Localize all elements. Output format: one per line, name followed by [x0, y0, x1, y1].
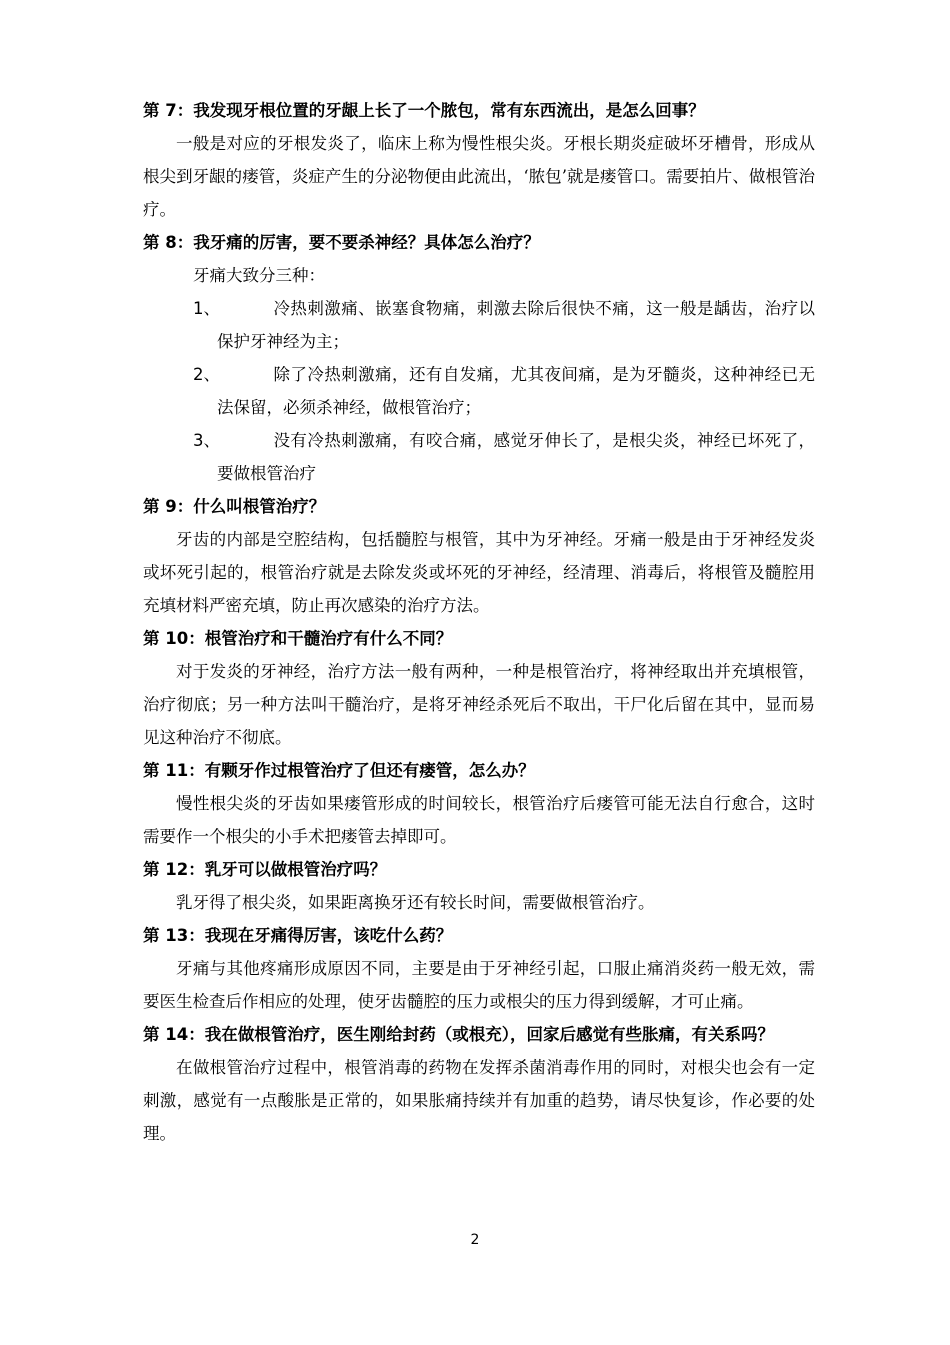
question-7: 第 7：我发现牙根位置的牙龈上长了一个脓包，常有东西流出，是怎么回事？ — [143, 101, 705, 120]
list-item — [193, 292, 815, 358]
list-text: 除了冷热刺激痛，还有自发痛，尤其夜间痛，是为牙髓炎，这种神经已无法保留，必须杀神经，做根管治疗； — [217, 365, 815, 417]
answer-13: 牙痛与其他疼痛形成原因不同，主要是由于牙神经引起，口服止痛消炎药一般无效，需要医生检查后作相应的处理，使牙齿髓腔的压力或根尖的压力得到缓解，才可止痛。 — [143, 959, 815, 1011]
list-text: 冷热刺激痛、嵌塞食物痛，刺激去除后很快不痛，这一般是龋齿，治疗以保护牙神经为主； — [217, 299, 815, 351]
list-number: 2、 — [193, 365, 220, 384]
document-body — [143, 94, 815, 1150]
question-13: 第 13：我现在牙痛得厉害，该吃什么药？ — [143, 926, 453, 945]
answer-12: 乳牙得了根尖炎，如果距离换牙还有较长时间，需要做根管治疗。 — [176, 893, 655, 912]
question-11: 第 11：有颗牙作过根管治疗了但还有瘘管，怎么办？ — [143, 761, 535, 780]
question-12: 第 12：乳牙可以做根管治疗吗？ — [143, 860, 387, 879]
question-8: 第 8：我牙痛的厉害，要不要杀神经？具体怎么治疗？ — [143, 233, 540, 252]
answer-11: 慢性根尖炎的牙齿如果瘘管形成的时间较长，根管治疗后瘘管可能无法自行愈合，这时需要作一个根尖的小手术把瘘管去掉即可。 — [143, 794, 815, 846]
list-number: 3、 — [193, 431, 220, 450]
list-number: 1、 — [193, 299, 220, 318]
question-14: 第 14：我在做根管治疗，医生刚给封药（或根充），回家后感觉有些胀痛，有关系吗？ — [143, 1025, 774, 1044]
answer-10: 对于发炎的牙神经，治疗方法一般有两种，一种是根管治疗，将神经取出并充填根管，治疗彻底；另一种方法叫干髓治疗，是将牙神经杀死后不取出，干尸化后留在其中，显而易见这种治疗不彻底。 — [143, 662, 815, 747]
page-number: 2 — [470, 1232, 480, 1248]
question-10: 第 10：根管治疗和干髓治疗有什么不同？ — [143, 629, 453, 648]
list-text: 没有冷热刺激痛，有咬合痛，感觉牙伸长了，是根尖炎，神经已坏死了，要做根管治疗 — [217, 431, 815, 483]
answer-9: 牙齿的内部是空腔结构，包括髓腔与根管，其中为牙神经。牙痛一般是由于牙神经发炎或坏死引起的，根管治疗就是去除发炎或坏死的牙神经，经清理、消毒后，将根管及髓腔用充填材料严密充填，防止再次感染的治疗方法。 — [143, 530, 815, 615]
question-9: 第 9：什么叫根管治疗？ — [143, 497, 326, 516]
answer-7: 一般是对应的牙根发炎了，临床上称为慢性根尖炎。牙根长期炎症破坏牙槽骨，形成从根尖到牙龈的瘘管，炎症产生的分泌物便由此流出，‘脓包’就是瘘管口。需要拍片、做根管治疗。 — [143, 134, 815, 219]
list-item — [193, 358, 815, 424]
answer-14: 在做根管治疗过程中，根管消毒的药物在发挥杀菌消毒作用的同时，对根尖也会有一定刺激，感觉有一点酸胀是正常的，如果胀痛持续并有加重的趋势，请尽快复诊，作必要的处理。 — [143, 1058, 815, 1143]
list-item — [193, 424, 815, 490]
answer-8-intro: 牙痛大致分三种： — [193, 266, 325, 285]
